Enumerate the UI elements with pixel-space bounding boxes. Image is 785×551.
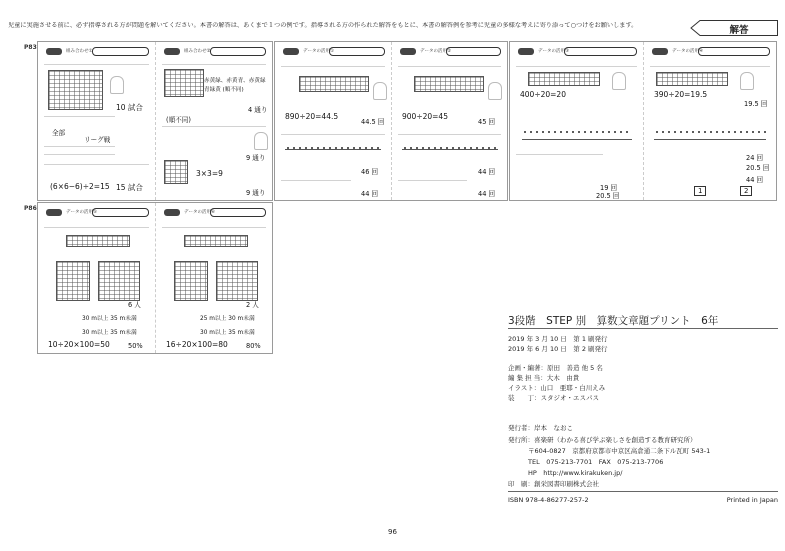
printed-in: Printed in Japan [726, 496, 778, 504]
answer-text: 19.5 回 [744, 100, 768, 108]
answer-text: 44 回 [478, 190, 496, 198]
worksheet-title: データの活用① [303, 49, 335, 54]
name-box [564, 47, 637, 56]
choice-grid [164, 160, 188, 184]
answer-text: 44.5 回 [361, 118, 385, 126]
answer-text: 6 人 [128, 301, 141, 309]
answer-page-p83 [37, 41, 273, 201]
answer-text: 25 m以上 30 m未満 [200, 316, 255, 322]
answer-text: 20.5 回 [596, 192, 620, 200]
name-box [446, 47, 501, 56]
divider [508, 491, 778, 492]
illustration-icon [110, 76, 124, 94]
credit-line: 企画・編著：原田 善造 他 5 名 [508, 364, 603, 372]
printer-line: 印 刷：創栄図書印刷株式会社 [508, 480, 599, 488]
worksheet-right [643, 42, 776, 200]
step-badge [164, 48, 180, 55]
dot-plot [654, 130, 766, 140]
address-line: 〒604-0827 京都府京都市中京区高倉通二条下ル瓦町 543-1 [528, 447, 711, 455]
name-box [329, 47, 385, 56]
frequency-table [56, 261, 90, 301]
edition-line: 2019 年 6 月 10 日 第 2 刷発行 [508, 345, 608, 353]
data-table [414, 76, 484, 92]
data-table [528, 72, 600, 86]
credit-line: 装 丁：スタジオ・エスパス [508, 394, 599, 402]
answer-text: 50% [128, 342, 143, 350]
answer-text: 45 回 [478, 118, 496, 126]
answer-text: 400÷20=20 [520, 90, 566, 99]
tree-table [164, 69, 204, 97]
answer-text: 30 m以上 35 m未満 [82, 330, 137, 336]
publisher-name: 発行所：喜楽研（わかる喜び学ぶ楽しさを創造する教育研究所） [508, 436, 697, 444]
worksheet-right [155, 203, 272, 353]
answer-text: 46 回 [361, 168, 379, 176]
credit-line: イラスト：山口 亜耶・白川えみ [508, 384, 606, 392]
colophon [508, 313, 778, 504]
isbn: ISBN 978-4-86277-257-2 [508, 496, 589, 504]
worksheet-title: データの活用⑥ [184, 210, 216, 215]
worksheet-title: データの活用⑤ [66, 210, 98, 215]
page-label-p83: P83 [24, 44, 37, 51]
answer-text: 19 回 [600, 184, 618, 192]
answer-text: 80% [246, 342, 261, 350]
answer-text: 20.5 回 [746, 164, 770, 172]
data-table [299, 76, 369, 92]
homepage-link: HP http://www.kirakuken.jp/ [528, 469, 623, 477]
histogram [98, 261, 140, 301]
credit-line: 編 集 担 当：大木 由貴 [508, 374, 580, 382]
step-badge [652, 48, 668, 55]
worksheet-right [391, 42, 507, 200]
worksheet-left [38, 203, 155, 353]
answer-text: 10 試合 [116, 103, 143, 112]
worksheet-title: 組み合わせ① [66, 49, 93, 54]
answer-text: 890÷20=44.5 [285, 112, 339, 121]
illustration-icon [488, 82, 502, 100]
answer-box: 1 [694, 186, 706, 196]
book-title: 3段階 STEP 別 算数文章題プリント 6年 [508, 315, 719, 327]
step-badge [46, 209, 62, 216]
answer-text: 44 回 [361, 190, 379, 198]
answer-text: 24 回 [746, 154, 764, 162]
phone-line: TEL 075-213-7701 FAX 075-213-7706 [528, 458, 664, 466]
answer-tab [690, 20, 778, 36]
answer-page-p84 [274, 41, 508, 201]
worksheet-left [510, 42, 643, 200]
divider [508, 328, 778, 329]
illustration-icon [373, 82, 387, 100]
answer-text: 900÷20=45 [402, 112, 448, 121]
name-box [92, 47, 149, 56]
answer-text: 44 回 [478, 168, 496, 176]
answer-text: (6×6−6)÷2=15 [50, 182, 110, 191]
answer-tab-label: 解答 [729, 25, 749, 36]
worksheet-title: 組み合わせ② [184, 49, 211, 54]
answer-text: 16÷20×100=80 [166, 340, 228, 349]
dot-plot [522, 130, 632, 140]
step-badge [400, 48, 416, 55]
worksheet-title: データの活用④ [672, 49, 704, 54]
answer-text: (順不同) [166, 116, 191, 124]
answer-text: 30 m以上 35 m未満 [200, 330, 255, 336]
publisher-person: 発行者：岸本 なおこ [508, 424, 573, 432]
worksheet-right [155, 42, 272, 200]
dot-plot [285, 146, 381, 150]
answer-text: 30 m以上 35 m未満 [82, 316, 137, 322]
answer-text: 3×3=9 [196, 169, 223, 178]
step-badge [46, 48, 62, 55]
data-table [66, 235, 130, 247]
answer-text: 15 試合 [116, 183, 143, 192]
answer-text: 9 通り [246, 189, 266, 197]
worksheet-left [275, 42, 391, 200]
step-badge [518, 48, 534, 55]
data-table [656, 72, 728, 86]
answer-page-p86 [37, 202, 273, 354]
instruction-note: 児童に実施させる前に、必ず指導される方が問題を解いてください。本書の解答は、あくまで１つの例です。指導される方の作られた解答をもとに、本書の解答例を参考に児童の多様な考えに寄り添って○つけをお願いします。 [8, 22, 638, 29]
step-badge [164, 209, 180, 216]
match-table [48, 70, 103, 110]
answer-box: 2 [740, 186, 752, 196]
name-box [210, 47, 266, 56]
answer-text: 9 通り [246, 154, 266, 162]
answer-text: 4 通り [248, 106, 268, 114]
frequency-table [174, 261, 208, 301]
illustration-icon [254, 132, 268, 150]
name-box [210, 208, 266, 217]
worksheet-left [38, 42, 155, 200]
answer-text: 44 回 [746, 176, 764, 184]
answer-text: リーグ戦 [84, 136, 111, 144]
answer-text: 390÷20=19.5 [654, 90, 708, 99]
edition-line: 2019 年 3 月 10 日 第 1 刷発行 [508, 335, 608, 343]
dot-plot [402, 146, 498, 150]
answer-page-p85 [509, 41, 777, 201]
page-label-p86: P86 [24, 205, 37, 212]
answer-text: 2 人 [246, 301, 259, 309]
step-badge [283, 48, 299, 55]
illustration-icon [740, 72, 754, 90]
name-box [698, 47, 770, 56]
page-number: 96 [388, 528, 397, 536]
answer-text: 10÷20×100=50 [48, 340, 110, 349]
illustration-icon [612, 72, 626, 90]
worksheet-title: データの活用② [420, 49, 452, 54]
answer-text: 全部 [52, 129, 66, 137]
worksheet-title: データの活用③ [538, 49, 570, 54]
histogram [216, 261, 258, 301]
answer-text: 赤黄緑、赤黄青、赤黄緑 [204, 78, 266, 84]
data-table [184, 235, 248, 247]
answer-text: 青緑黄 (順不同) [204, 87, 244, 93]
name-box [92, 208, 149, 217]
